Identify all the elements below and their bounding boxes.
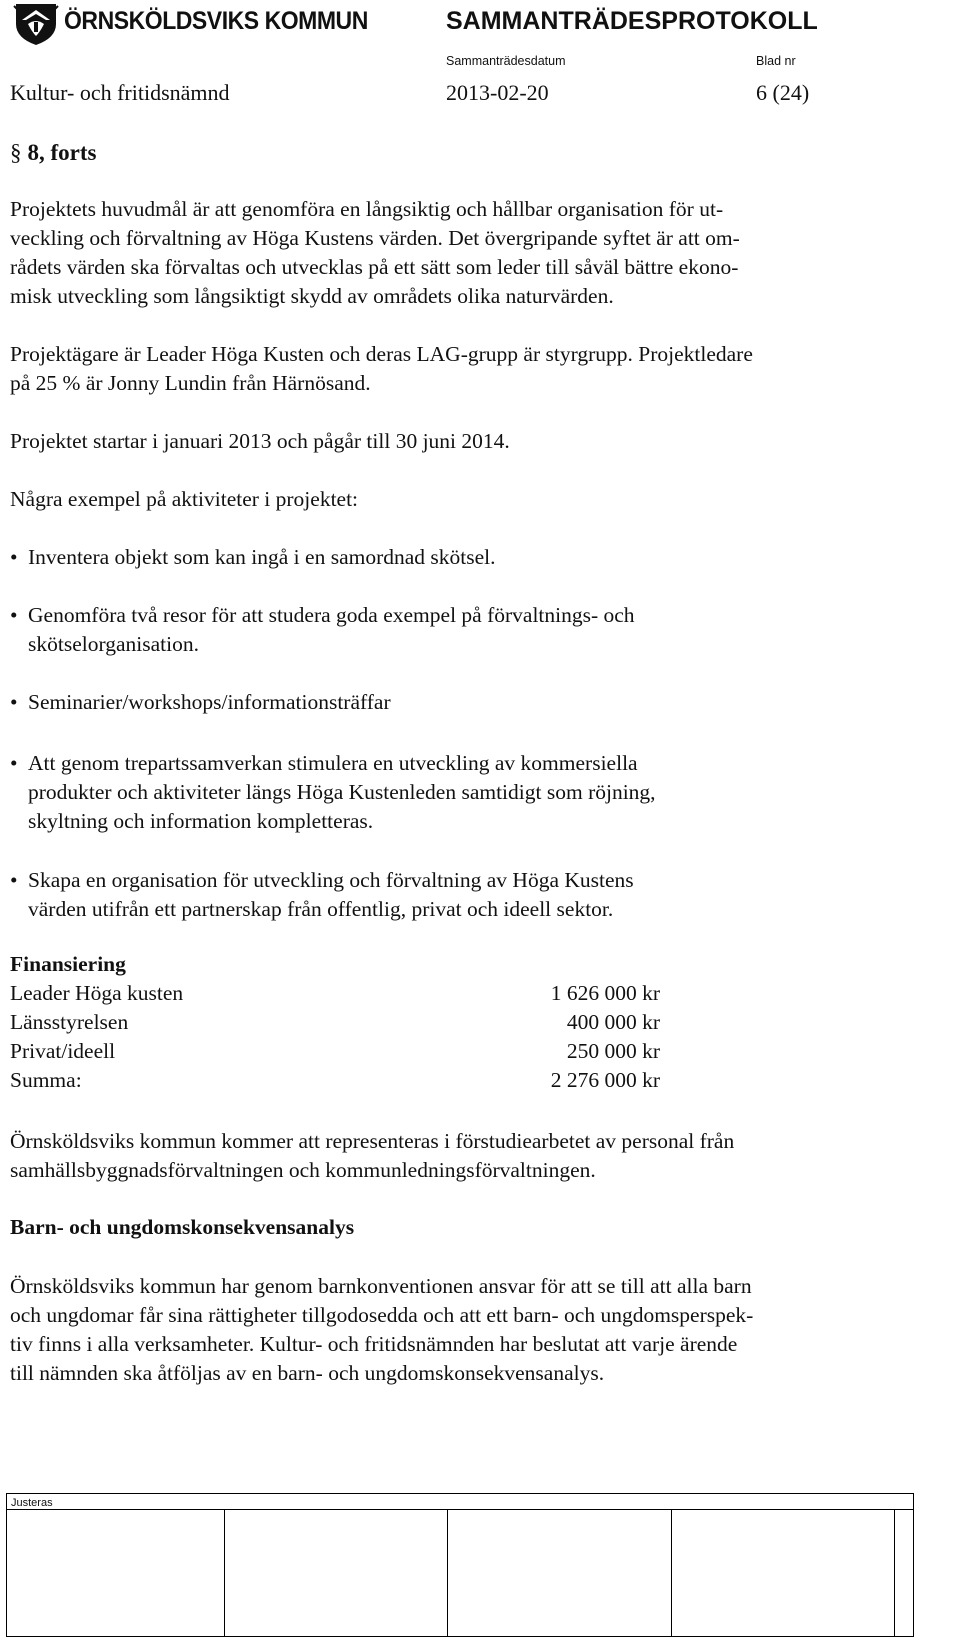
- paragraph-child-analysis: [10, 1272, 950, 1388]
- text-line: och ungdomar får sina rättigheter tillgodosedda och att ett barn- och ungdomsperspek-: [10, 1303, 754, 1327]
- text-line: Projektet startar i januari 2013 och pågår till 30 juni 2014.: [10, 429, 510, 453]
- financing-label: Summa:: [10, 1068, 82, 1092]
- paragraph-sign: §: [10, 140, 22, 165]
- bullet-text: produkter och aktiviteter längs Höga Kustenleden samtidigt som röjning,: [28, 780, 656, 804]
- municipal-crest-icon: [12, 2, 60, 46]
- paragraph-representation: [10, 1127, 950, 1185]
- text-line: Örnsköldsviks kommun har genom barnkonventionen ansvar för att se till att alla barn: [10, 1274, 752, 1298]
- date-label: Sammanträdesdatum: [446, 54, 566, 68]
- list-item: [10, 601, 910, 659]
- text-line: veckling och förvaltning av Höga Kustens värden. Det övergripande syftet är att om-: [10, 226, 740, 250]
- page-number: 6 (24): [756, 80, 810, 105]
- paragraph-schedule: [10, 427, 950, 456]
- bullet-text: Seminarier/workshops/informationsträffar: [28, 690, 391, 714]
- signature-cell: [7, 1510, 225, 1637]
- org-name: ÖRNSKÖLDSVIKS KOMMUN: [64, 7, 368, 35]
- section-heading: [10, 140, 96, 166]
- bullet-icon: •: [10, 751, 18, 775]
- list-item: [10, 749, 910, 836]
- bullet-text: skyltning och information kompletteras.: [28, 809, 374, 833]
- meeting-date: 2013-02-20: [446, 80, 549, 105]
- bullet-text: Genomföra två resor för att studera goda exempel på förvaltnings- och: [28, 603, 635, 627]
- section-title: 8, forts: [27, 140, 97, 165]
- signature-table: [6, 1493, 914, 1637]
- signature-cell: [448, 1510, 672, 1637]
- signature-cell: [224, 1510, 448, 1637]
- document-type: SAMMANTRÄDESPROTOKOLL: [446, 7, 818, 35]
- paragraph-examples-intro: [10, 485, 950, 514]
- table-row: [10, 1039, 660, 1068]
- text-line: misk utveckling som långsiktigt skydd av områdets olika naturvärden.: [10, 284, 614, 308]
- signature-cell: [895, 1510, 914, 1637]
- text-line: Projektägare är Leader Höga Kusten och deras LAG-grupp är styrgrupp. Projektledare: [10, 342, 753, 366]
- signature-cell: [671, 1510, 895, 1637]
- financing-amount: 1 626 000 kr: [550, 981, 660, 1005]
- bullet-text: skötselorganisation.: [28, 632, 199, 656]
- financing-amount: 250 000 kr: [566, 1039, 660, 1063]
- financing-label: Privat/ideell: [10, 1039, 116, 1063]
- bullet-text: Att genom trepartssamverkan stimulera en utveckling av kommersiella: [28, 751, 638, 775]
- text-line: Några exempel på aktiviteter i projektet:: [10, 487, 359, 511]
- table-row: [10, 981, 660, 1010]
- text-line: på 25 % är Jonny Lundin från Härnösand.: [10, 371, 371, 395]
- page-label: Blad nr: [756, 54, 796, 68]
- bullet-text: Inventera objekt som kan ingå i en samordnad skötsel.: [28, 545, 496, 569]
- list-item: [10, 688, 910, 717]
- bullet-icon: •: [10, 690, 18, 714]
- table-row: [10, 1068, 660, 1097]
- child-analysis-heading: Barn- och ungdomskonsekvensanalys: [10, 1215, 355, 1239]
- board-name: Kultur- och fritidsnämnd: [10, 80, 230, 105]
- financing-amount: 400 000 kr: [566, 1010, 660, 1034]
- text-line: samhällsbyggnadsförvaltningen och kommunledningsförvaltningen.: [10, 1158, 596, 1182]
- paragraph-purpose: [10, 195, 950, 311]
- paragraph-owner: [10, 340, 950, 398]
- table-row: [10, 1010, 660, 1039]
- bullet-text: Skapa en organisation för utveckling och förvaltning av Höga Kustens: [28, 868, 634, 892]
- bullet-icon: •: [10, 545, 18, 569]
- list-item: [10, 543, 910, 572]
- text-line: Örnsköldsviks kommun kommer att representeras i förstudiearbetet av personal från: [10, 1129, 735, 1153]
- financing-heading: Finansiering: [10, 952, 126, 976]
- text-line: tiv finns i alla verksamheter. Kultur- och fritidsnämnden har beslutat att varje ärende: [10, 1332, 738, 1356]
- financing-label: Länsstyrelsen: [10, 1010, 129, 1034]
- list-item: [10, 866, 910, 924]
- financing-amount: 2 276 000 kr: [550, 1068, 660, 1092]
- bullet-icon: •: [10, 603, 18, 627]
- text-line: rådets värden ska förvaltas och utvecklas på ett sätt som leder till såväl bättre ekono-: [10, 255, 739, 279]
- bullet-text: värden utifrån ett partnerskap från offentlig, privat och ideell sektor.: [28, 897, 614, 921]
- bullet-icon: •: [10, 868, 18, 892]
- justeras-label: Justeras: [7, 1494, 914, 1510]
- text-line: till nämnden ska åtföljas av en barn- och ungdomskonsekvensanalys.: [10, 1361, 605, 1385]
- text-line: Projektets huvudmål är att genomföra en långsiktig och hållbar organisation för ut-: [10, 197, 724, 221]
- financing-label: Leader Höga kusten: [10, 981, 184, 1005]
